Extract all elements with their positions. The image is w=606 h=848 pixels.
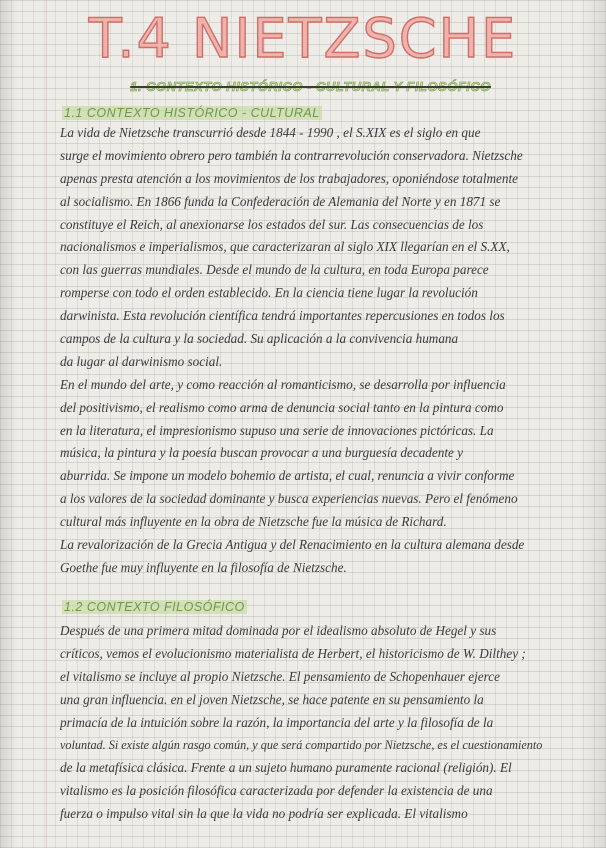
text-line: da lugar al darwinismo social.: [60, 353, 223, 369]
text-line: el vitalismo se incluye al propio Nietzsche. El pensamiento de Schopenhauer ejerce: [60, 668, 500, 684]
text-line: nacionalismos e imperialismos, que caracterizaran al siglo XIX llegarían en el S.XX,: [60, 239, 510, 255]
text-line: en la literatura, el impresionismo supuso una serie de innovaciones pictóricas. La: [60, 422, 494, 438]
text-line: aburrida. Se impone un modelo bohemio de artista, el cual, renuncia a vivir conforme: [60, 468, 515, 484]
text-line: constituye el Reich, al anexionarse los estados del sur. Las consecuencias de los: [60, 216, 484, 232]
text-line: campos de la cultura y la sociedad. Su aplicación a la convivencia humana: [60, 331, 459, 347]
text-line: Goethe fue muy influyente en la filosofía de Nietzsche.: [60, 559, 347, 575]
text-line: La revalorización de la Grecia Antigua y del Renacimiento en la cultura alemana desde: [60, 537, 525, 553]
section-heading-text: 1.2 CONTEXTO FILOSÓFICO: [64, 600, 245, 614]
text-line: a los valores de la sociedad dominante y busca experiencias nuevas. Pero el fenómeno: [60, 491, 518, 507]
margin-line: [46, 0, 47, 848]
section-heading-historical: [62, 104, 322, 122]
text-line: del positivismo, el realismo como arma de denuncia social tanto en la pintura como: [60, 399, 504, 415]
text-line: fuerza o impulso vital sin la que la vida no podría ser explicada. El vitalismo: [60, 806, 468, 822]
text-line: En el mundo del arte, y como reacción al romanticismo, se desarrolla por influencia: [60, 376, 506, 392]
text-line: voluntad. Si existe algún rasgo común, y que será compartido por Nietzsche, es el cuestionamiento: [60, 738, 543, 753]
text-line: La vida de Nietzsche transcurrió desde 1844 - 1990 , el S.XIX es el siglo en que: [60, 125, 481, 140]
text-line: con las guerras mundiales. Desde el mundo de la cultura, en toda Europa parece: [60, 262, 489, 278]
text-line: primacía de la intuición sobre la razón, la importancia del arte y la filosofía de la: [60, 714, 494, 730]
text-line: romperse con todo el orden establecido. En la ciencia tiene lugar la revolución: [60, 285, 478, 301]
section-heading-philosophical: [62, 598, 247, 616]
text-line: Después de una primera mitad dominada por el idealismo absoluto de Hegel y sus: [60, 623, 497, 638]
text-line: darwinista. Esta revolución científica tendrá importantes repercusiones en todos los: [60, 308, 505, 324]
section-body-philosophical: [60, 620, 570, 826]
page-title: T.4 NIETZSCHE: [88, 7, 518, 70]
text-line: críticos, vemos el evolucionismo materialista de Herbert, el historicismo de W. Dilthey ;: [60, 645, 526, 661]
section-heading-text: 1.1 CONTEXTO HISTÓRICO - CULTURAL: [64, 106, 320, 120]
text-line: una gran influencia. en el joven Nietzsche, se hace patente en su pensamiento la: [60, 691, 484, 707]
text-line: apenas presta atención a los movimientos de los trabajadores, oponiéndose totalmente: [60, 170, 518, 186]
text-line: vitalismo es la posición filosófica caracterizada por defender la existencia de una: [60, 783, 493, 799]
text-line: de la metafísica clásica. Frente a un sujeto humano puramente racional (religión). El: [60, 760, 512, 776]
text-line: surge el movimiento obrero pero también la contrarrevolución conservadora. Nietzsche: [60, 147, 523, 163]
text-line: al socialismo. En 1866 funda la Confederación de Alemania del Norte y en 1871 se: [60, 193, 501, 209]
text-line: cultural más influyente en la obra de Nietzsche fue la música de Richard.: [60, 514, 447, 530]
page-subtitle: 1. CONTEXTO HISTÓRICO - CULTURAL Y FILOSÓFICO: [130, 79, 491, 94]
section-body-historical: [60, 122, 570, 580]
text-line: música, la pintura y la poesía buscan provocar a una burguesía decadente y: [60, 445, 464, 461]
